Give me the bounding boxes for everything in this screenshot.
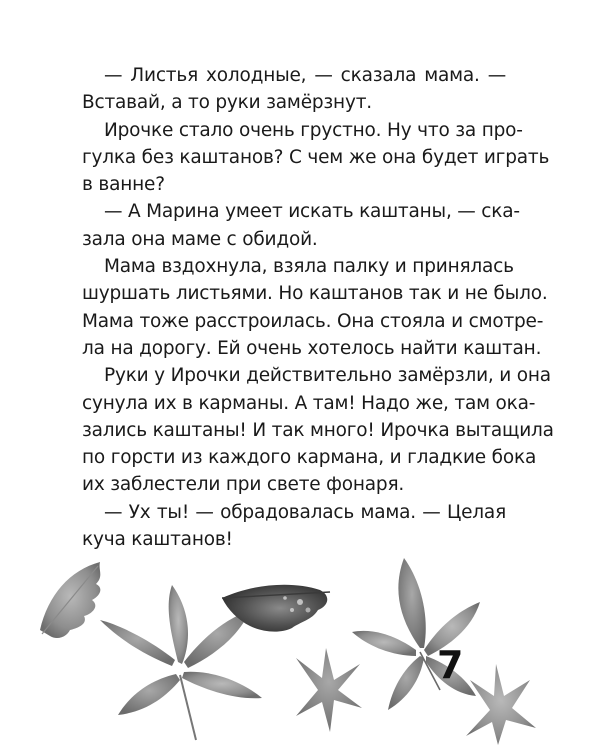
leaf-star-right: [466, 664, 536, 745]
text-line: зались каштаны! И так много! Ирочка вытащила: [82, 419, 554, 441]
text-line: ла на дорогу. Ей очень хотелось найти каштан.: [82, 337, 542, 359]
text-line: Вставай, а то руки замёрзнут.: [82, 92, 372, 114]
text-line: — Ух ты! — обрадовалась мама. — Целая: [104, 501, 506, 523]
text-line: гулка без каштанов? С чем же она будет играть: [82, 146, 550, 168]
leaf-star: [296, 648, 362, 732]
leaf-small-left: [40, 562, 100, 638]
text-line: Ирочке стало очень грустно. Ну что за про-: [104, 119, 523, 141]
story-text: [82, 62, 554, 553]
text-line: сунула их в карманы. А там! Надо же, там ока-: [82, 392, 536, 414]
text-line: по горсти из каждого кармана, и гладкие бока: [82, 447, 537, 469]
text-line: в ванне?: [82, 174, 165, 196]
text-line: их заблестели при свете фонаря.: [82, 474, 405, 496]
paragraph: [82, 362, 554, 498]
paragraph: [82, 62, 506, 117]
text-line: — Листья холодные, — сказала мама. —: [104, 65, 506, 86]
leaves-illustration: [0, 540, 600, 747]
text-line: зала она маме с обидой.: [82, 228, 318, 250]
text-line: Мама тоже расстроилась. Она стояла и смотре-: [82, 310, 544, 332]
text-line: куча каштанов!: [82, 529, 233, 551]
paragraph: [82, 117, 550, 199]
paragraph: [82, 253, 548, 362]
text-line: Руки у Ирочки действительно замёрзли, и она: [104, 365, 551, 387]
text-line: шуршать листьями. Но каштанов так и не было.: [82, 283, 548, 305]
page-number: 7: [437, 643, 464, 687]
leaf-palmate-right: [352, 558, 480, 710]
text-line: Мама вздохнула, взяла палку и принялась: [104, 256, 514, 278]
paragraph: [82, 198, 520, 253]
text-line: — А Марина умеет искать каштаны, — ска-: [104, 201, 520, 223]
